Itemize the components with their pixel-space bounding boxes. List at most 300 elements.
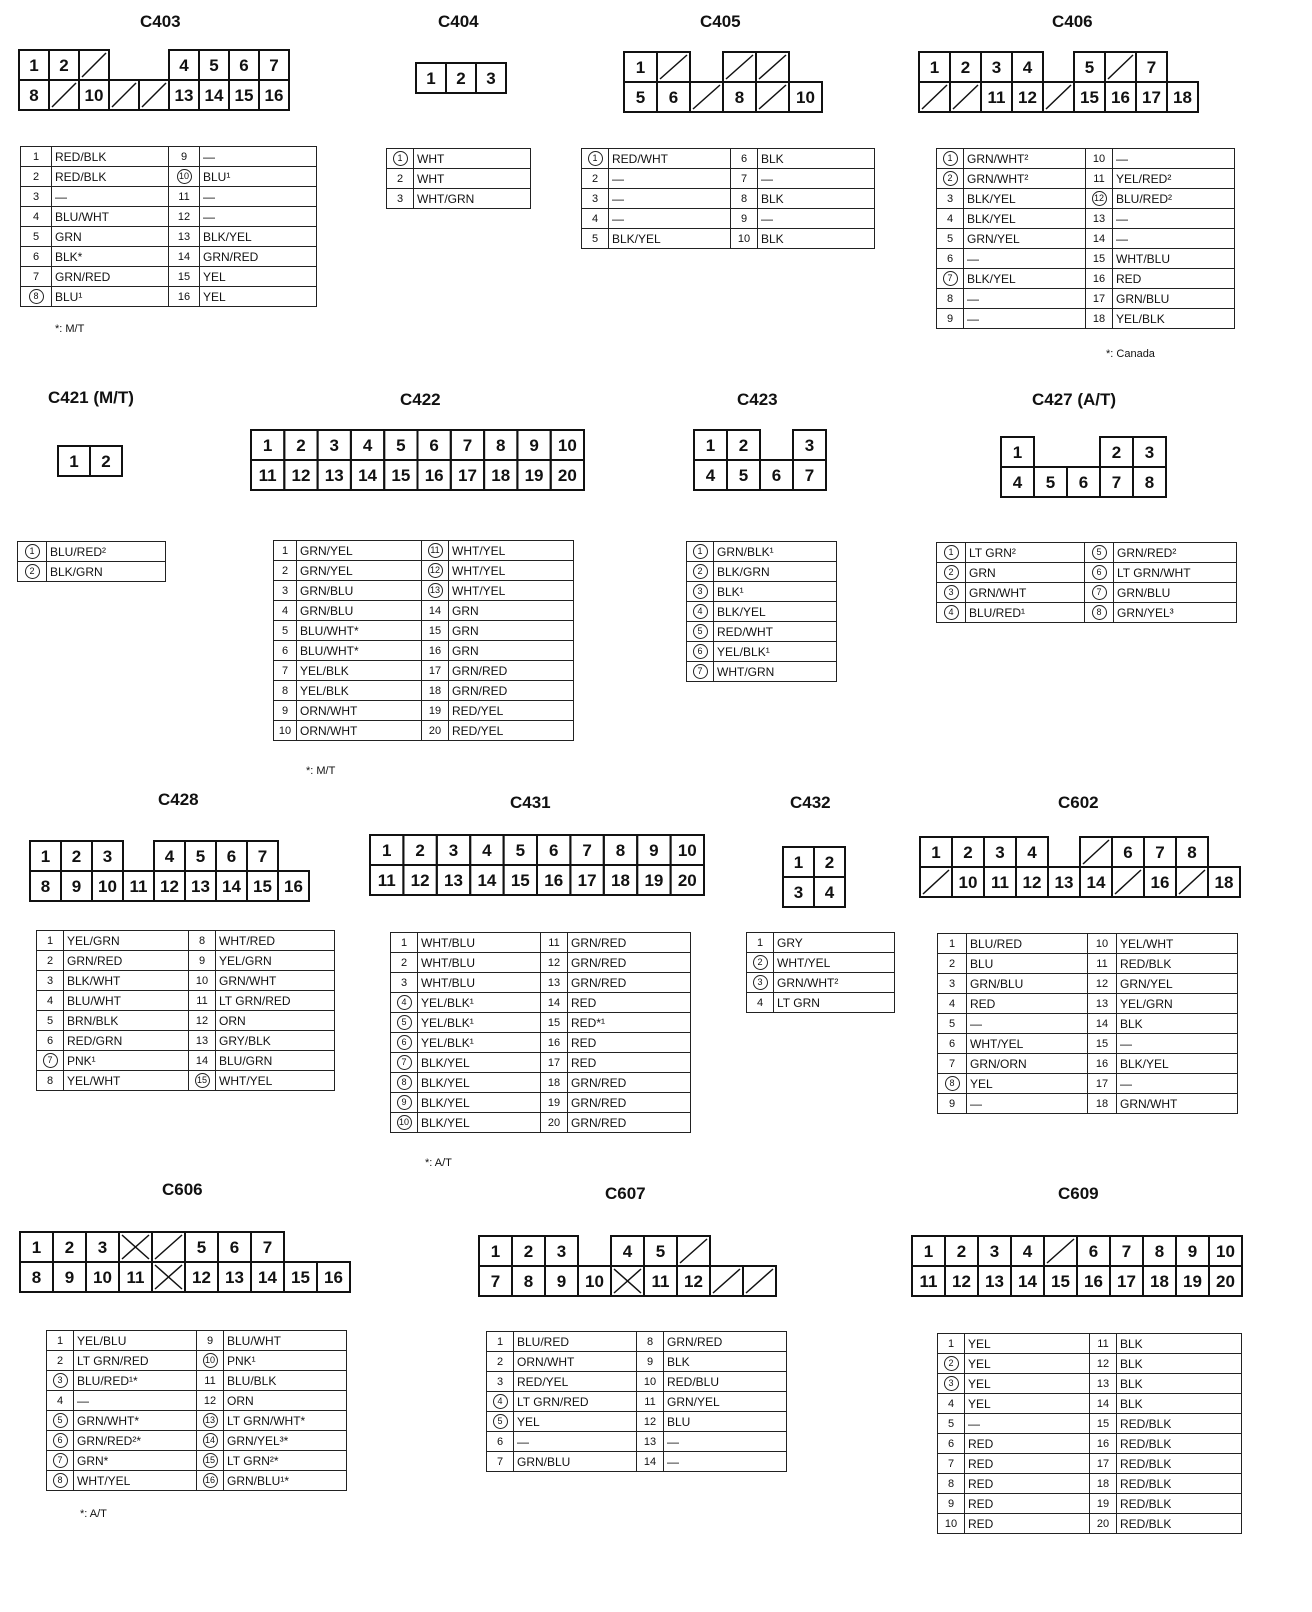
pin-number bbox=[937, 269, 964, 289]
pin-number-label: 1 bbox=[56, 1334, 64, 1347]
pin-number-label: 5 bbox=[493, 1414, 508, 1429]
pin-wire-table bbox=[20, 146, 317, 307]
pin-number bbox=[21, 247, 52, 267]
pin-number bbox=[189, 931, 216, 951]
pin-number-label: 16 bbox=[428, 644, 442, 657]
pin-number bbox=[937, 169, 964, 189]
pin-number bbox=[37, 1011, 64, 1031]
connector-face-diagram bbox=[414, 61, 508, 95]
empty-cavity-mark bbox=[142, 83, 166, 107]
pin-number-label: 6 bbox=[948, 1037, 956, 1050]
table-row bbox=[938, 1474, 1242, 1494]
pin-number-label: 1 bbox=[400, 936, 408, 949]
wire-color: BLK/YEL bbox=[609, 229, 731, 249]
pin-number-label: 13 bbox=[428, 583, 443, 598]
wire-color: ORN bbox=[224, 1391, 347, 1411]
pin-number-label: 5 bbox=[281, 624, 289, 637]
pin-number-label: 5 bbox=[53, 1413, 68, 1428]
pin-number-label: 8 bbox=[397, 1075, 412, 1090]
pin-number-label: 7 bbox=[397, 1055, 412, 1070]
connector-face-diagram bbox=[368, 833, 706, 897]
pin-number-label: 7 bbox=[1092, 585, 1107, 600]
pin-number-label: 11 bbox=[1096, 957, 1108, 970]
pin-number bbox=[1088, 1074, 1117, 1094]
pin-number-label: 6 bbox=[496, 1435, 504, 1448]
connector-face-svg bbox=[18, 1230, 352, 1294]
pin-number-label: 18 bbox=[547, 1076, 561, 1089]
table-row bbox=[487, 1352, 787, 1372]
table-row bbox=[391, 933, 691, 953]
pin-number-label: 2 bbox=[56, 1354, 64, 1367]
cavity-number: 8 bbox=[29, 86, 39, 105]
connector-title: C606 bbox=[162, 1180, 203, 1199]
pin-number bbox=[1086, 229, 1113, 249]
wire-color: RED bbox=[568, 993, 691, 1013]
table-row bbox=[21, 267, 317, 287]
table-row bbox=[37, 1051, 335, 1071]
pin-wire-table bbox=[936, 148, 1235, 329]
pin-number-label: 6 bbox=[281, 644, 289, 657]
footnote: *: M/T bbox=[55, 323, 85, 335]
pin-number bbox=[731, 229, 758, 249]
cavity-number: 12 bbox=[160, 877, 179, 896]
cavity-number: 2 bbox=[59, 56, 69, 75]
wire-color: RED bbox=[967, 994, 1088, 1014]
cavity-number: 8 bbox=[615, 841, 626, 860]
wire-color: GRN/RED²* bbox=[74, 1431, 197, 1451]
cavity-number: 11 bbox=[377, 871, 396, 890]
wire-color: — bbox=[1113, 149, 1235, 169]
wire-color: GRN/WHT² bbox=[964, 169, 1086, 189]
pin-number bbox=[747, 993, 774, 1013]
pin-number bbox=[938, 1494, 965, 1514]
table-row bbox=[47, 1471, 347, 1491]
wire-color: WHT/BLU bbox=[1113, 249, 1235, 269]
pin-number bbox=[37, 991, 64, 1011]
pin-number-label: 17 bbox=[1096, 1457, 1110, 1470]
pin-number-label: 7 bbox=[281, 664, 289, 677]
cavity-number: 10 bbox=[98, 877, 117, 896]
pin-number-label: 12 bbox=[177, 210, 191, 223]
pin-number bbox=[47, 1331, 74, 1351]
cavity-number: 3 bbox=[793, 883, 804, 902]
pin-number-label: 1 bbox=[756, 936, 764, 949]
connector-title: C403 bbox=[140, 12, 181, 31]
pin-number bbox=[487, 1332, 514, 1352]
wire-color: BLU/RED² bbox=[47, 542, 166, 562]
pin-number bbox=[1088, 974, 1117, 994]
pin-number bbox=[422, 621, 449, 641]
table-row bbox=[487, 1332, 787, 1352]
wire-color: YEL/BLK¹ bbox=[418, 993, 541, 1013]
connector-face-svg bbox=[781, 845, 847, 909]
table-row bbox=[747, 973, 895, 993]
wire-color: GRN/BLU bbox=[1113, 289, 1235, 309]
wire-color: BLU/WHT bbox=[64, 991, 189, 1011]
pin-number bbox=[21, 187, 52, 207]
wire-color: BLK/YEL bbox=[418, 1113, 541, 1133]
cavity-number: 1 bbox=[262, 436, 273, 455]
table-row bbox=[687, 602, 837, 622]
pin-number bbox=[197, 1431, 224, 1451]
cavity-number: 1 bbox=[426, 69, 436, 88]
table-row bbox=[21, 247, 317, 267]
pin-number-label: 10 bbox=[203, 1353, 218, 1368]
pin-number-label: 16 bbox=[177, 290, 191, 303]
pin-wire-table bbox=[581, 148, 875, 249]
pin-number bbox=[687, 602, 714, 622]
cavity-number: 16 bbox=[324, 1268, 343, 1287]
cavity-number: 11 bbox=[919, 1272, 938, 1291]
pin-number bbox=[541, 933, 568, 953]
table-row bbox=[47, 1431, 347, 1451]
pin-number bbox=[1090, 1354, 1117, 1374]
table-row bbox=[21, 287, 317, 307]
pin-number bbox=[1086, 189, 1113, 209]
cavity-number: 3 bbox=[556, 1242, 567, 1261]
pin-number-label: 13 bbox=[643, 1435, 657, 1448]
cavity-number: 7 bbox=[257, 847, 268, 866]
wire-color: BLU/GRN bbox=[216, 1051, 335, 1071]
table-row bbox=[937, 189, 1235, 209]
connector-face-diagram bbox=[28, 839, 311, 903]
pin-number-label: 12 bbox=[195, 1014, 209, 1027]
pin-number-label: 5 bbox=[32, 230, 40, 243]
table-row bbox=[47, 1411, 347, 1431]
pin-number bbox=[1086, 209, 1113, 229]
pin-number-label: 1 bbox=[588, 151, 603, 166]
table-row bbox=[937, 229, 1235, 249]
wire-color: GRN/RED bbox=[568, 933, 691, 953]
pin-number-label: 3 bbox=[753, 975, 768, 990]
pin-number-label: 4 bbox=[756, 996, 764, 1009]
pin-number-label: 2 bbox=[281, 564, 289, 577]
cavity-number: 13 bbox=[174, 86, 194, 105]
pin-number-label: 8 bbox=[947, 1477, 955, 1490]
pin-number-label: 3 bbox=[46, 974, 54, 987]
pin-number-label: 8 bbox=[945, 1076, 960, 1091]
table-row bbox=[274, 561, 574, 581]
wire-color: RED*¹ bbox=[568, 1013, 691, 1033]
wire-color: RED/BLK bbox=[1117, 1454, 1242, 1474]
wire-color: GRN/RED bbox=[200, 247, 317, 267]
pin-number bbox=[169, 207, 200, 227]
pin-number bbox=[387, 149, 414, 169]
pin-number-label: 15 bbox=[428, 624, 442, 637]
pin-number bbox=[938, 1074, 967, 1094]
pin-number-label: 5 bbox=[693, 624, 708, 639]
connector-title: C405 bbox=[700, 12, 741, 31]
empty-cavity-mark bbox=[1047, 1239, 1074, 1263]
pin-number bbox=[582, 229, 609, 249]
pin-number-label: 4 bbox=[46, 994, 54, 1007]
cavity-number: 14 bbox=[258, 1268, 277, 1287]
pin-number bbox=[169, 267, 200, 287]
cavity-number: 12 bbox=[1022, 873, 1042, 892]
wire-color: GRN/YEL bbox=[297, 541, 422, 561]
pin-number bbox=[938, 1454, 965, 1474]
cavity-number: 6 bbox=[1088, 1242, 1099, 1261]
pin-number bbox=[541, 1033, 568, 1053]
pin-number-label: 16 bbox=[1092, 272, 1106, 285]
pin-number-label: 9 bbox=[198, 954, 206, 967]
wire-color: RED bbox=[568, 1053, 691, 1073]
cavity-number: 16 bbox=[264, 86, 284, 105]
cavity-number: 11 bbox=[129, 877, 148, 896]
empty-cavity-mark bbox=[155, 1235, 182, 1259]
connector-face-svg bbox=[249, 428, 586, 492]
pin-number-label: 1 bbox=[46, 934, 54, 947]
pin-number bbox=[21, 147, 52, 167]
pin-number-label: 13 bbox=[1092, 212, 1106, 225]
wire-color: YEL bbox=[200, 267, 317, 287]
table-row bbox=[37, 951, 335, 971]
wire-color: BLU¹ bbox=[200, 167, 317, 187]
pin-number-label: 1 bbox=[944, 545, 959, 560]
cavity-number: 19 bbox=[524, 466, 544, 485]
wire-color: GRN/YEL³* bbox=[224, 1431, 347, 1451]
empty-cavity-mark bbox=[660, 55, 687, 79]
pin-number-label: 14 bbox=[1095, 1017, 1109, 1030]
pin-wire-table bbox=[390, 932, 691, 1133]
pin-number-label: 12 bbox=[1096, 1357, 1110, 1370]
cavity-number: 8 bbox=[523, 1272, 534, 1291]
table-row bbox=[938, 1394, 1242, 1414]
table-row bbox=[938, 1434, 1242, 1454]
wire-color: BLK/YEL bbox=[418, 1093, 541, 1113]
wire-color: RED/BLK bbox=[1117, 1494, 1242, 1514]
wire-color: WHT/RED bbox=[216, 931, 335, 951]
cavity-number: 8 bbox=[496, 436, 506, 455]
cavity-number: 3 bbox=[804, 436, 815, 455]
pin-number bbox=[637, 1432, 664, 1452]
cavity-number: 16 bbox=[1150, 873, 1170, 892]
cavity-number: 2 bbox=[415, 841, 425, 860]
pin-number-label: 11 bbox=[548, 936, 560, 949]
wire-color: — bbox=[1117, 1074, 1238, 1094]
wire-color: GRN/YEL bbox=[1117, 974, 1238, 994]
wire-color: BLU/RED² bbox=[1113, 189, 1235, 209]
table-row bbox=[938, 1074, 1238, 1094]
wire-color: GRN/YEL bbox=[964, 229, 1086, 249]
pin-number bbox=[938, 1374, 965, 1394]
cavity-number: 14 bbox=[204, 86, 224, 105]
wire-color: — bbox=[609, 209, 731, 229]
pin-number bbox=[938, 934, 967, 954]
wire-color: — bbox=[609, 189, 731, 209]
pin-number bbox=[938, 994, 967, 1014]
cavity-number: 5 bbox=[635, 88, 646, 107]
table-row bbox=[21, 227, 317, 247]
pin-number bbox=[197, 1471, 224, 1491]
cavity-number: 4 bbox=[362, 436, 373, 455]
pin-number-label: 3 bbox=[496, 1375, 504, 1388]
wire-color: GRN/BLU¹* bbox=[224, 1471, 347, 1491]
table-row bbox=[747, 993, 895, 1013]
wire-color: GRN/RED bbox=[64, 951, 189, 971]
cavity-number: 10 bbox=[796, 88, 815, 107]
cavity-number: 3 bbox=[486, 69, 496, 88]
pin-wire-table bbox=[746, 932, 895, 1013]
pin-number bbox=[541, 993, 568, 1013]
cavity-number: 2 bbox=[956, 1242, 967, 1261]
pin-wire-table bbox=[686, 541, 837, 682]
pin-number-label: 3 bbox=[53, 1373, 68, 1388]
wire-color: RED bbox=[965, 1454, 1090, 1474]
pin-number-label: 15 bbox=[203, 1453, 218, 1468]
cavity-number: 13 bbox=[1054, 873, 1074, 892]
pin-number-label: 2 bbox=[46, 954, 54, 967]
wire-color: GRN/BLU bbox=[1114, 583, 1237, 603]
cavity-number: 1 bbox=[490, 1242, 501, 1261]
cavity-number: 13 bbox=[324, 466, 344, 485]
wire-color: PNK¹ bbox=[224, 1351, 347, 1371]
wire-color: BLK/YEL bbox=[418, 1053, 541, 1073]
pin-number bbox=[391, 1053, 418, 1073]
cavity-number: 1 bbox=[705, 436, 716, 455]
cavity-number: 5 bbox=[196, 1238, 207, 1257]
cavity-number: 15 bbox=[391, 466, 411, 485]
table-row bbox=[37, 1071, 335, 1091]
pin-number bbox=[391, 1033, 418, 1053]
wire-color: YEL/WHT bbox=[1117, 934, 1238, 954]
pin-number-label: 4 bbox=[32, 210, 40, 223]
pin-number-label: 11 bbox=[196, 994, 208, 1007]
cavity-number: 17 bbox=[577, 871, 597, 890]
pin-number bbox=[391, 953, 418, 973]
wire-color: RED/GRN bbox=[64, 1031, 189, 1051]
table-row bbox=[937, 209, 1235, 229]
wire-color: GRN/RED bbox=[664, 1332, 787, 1352]
cavity-number: 7 bbox=[804, 466, 815, 485]
pin-number bbox=[37, 1051, 64, 1071]
pin-number bbox=[37, 1031, 64, 1051]
wire-color: YEL bbox=[965, 1374, 1090, 1394]
empty-cavity-mark bbox=[759, 55, 786, 79]
table-row bbox=[938, 1374, 1242, 1394]
table-row bbox=[274, 701, 574, 721]
pin-number bbox=[391, 993, 418, 1013]
pin-number bbox=[731, 149, 758, 169]
wire-color: YEL/WHT bbox=[64, 1071, 189, 1091]
table-row bbox=[37, 931, 335, 951]
wire-color: GRN/RED bbox=[52, 267, 169, 287]
pin-number-label: 14 bbox=[1092, 232, 1106, 245]
pin-number-label: 9 bbox=[180, 150, 188, 163]
wire-color: — bbox=[200, 187, 317, 207]
footnote: *: M/T bbox=[306, 765, 336, 777]
pin-number-label: 4 bbox=[948, 997, 956, 1010]
pin-number bbox=[637, 1392, 664, 1412]
cavity-number: 10 bbox=[1216, 1242, 1235, 1261]
cavity-number: 1 bbox=[793, 853, 804, 872]
cavity-number: 2 bbox=[71, 847, 82, 866]
cavity-number: 2 bbox=[824, 853, 835, 872]
pin-number bbox=[937, 563, 966, 583]
cavity-number: 11 bbox=[126, 1268, 145, 1287]
table-row bbox=[938, 1414, 1242, 1434]
table-row bbox=[687, 582, 837, 602]
wire-color: ORN/WHT bbox=[514, 1352, 637, 1372]
pin-number-label: 9 bbox=[397, 1095, 412, 1110]
cavity-number: 15 bbox=[1051, 1272, 1070, 1291]
pin-number-label: 7 bbox=[496, 1455, 504, 1468]
cavity-number: 17 bbox=[1142, 88, 1161, 107]
cavity-number: 6 bbox=[1078, 473, 1089, 492]
cavity-number: 3 bbox=[995, 843, 1005, 862]
empty-cavity-mark bbox=[112, 83, 136, 107]
cavity-number: 15 bbox=[510, 871, 530, 890]
empty-cavity-mark bbox=[1046, 85, 1071, 109]
cavity-number: 16 bbox=[1111, 88, 1130, 107]
pin-number-label: 2 bbox=[396, 172, 404, 185]
pin-number bbox=[938, 1474, 965, 1494]
cavity-number: 10 bbox=[958, 873, 978, 892]
cavity-number: 6 bbox=[1123, 843, 1133, 862]
wire-color: GRN/RED bbox=[568, 973, 691, 993]
pin-number-label: 10 bbox=[1095, 937, 1109, 950]
pin-number bbox=[1086, 269, 1113, 289]
cavity-number: 14 bbox=[358, 466, 378, 485]
pin-number-label: 4 bbox=[947, 1397, 955, 1410]
cavity-number: 1 bbox=[40, 847, 51, 866]
pin-number bbox=[274, 581, 297, 601]
pin-number-label: 10 bbox=[1092, 152, 1106, 165]
cavity-number: 10 bbox=[585, 1272, 604, 1291]
connector-face-svg bbox=[56, 444, 124, 478]
table-row bbox=[274, 641, 574, 661]
pin-number bbox=[1090, 1494, 1117, 1514]
cavity-number: 4 bbox=[1022, 58, 1033, 77]
cavity-number: 18 bbox=[491, 466, 511, 485]
table-row bbox=[37, 1011, 335, 1031]
pin-number bbox=[169, 247, 200, 267]
table-row bbox=[21, 187, 317, 207]
pin-number-label: 2 bbox=[32, 170, 40, 183]
wire-color: LT GRN/WHT* bbox=[224, 1411, 347, 1431]
cavity-number: 16 bbox=[544, 871, 564, 890]
pin-number-label: 2 bbox=[693, 564, 708, 579]
cavity-number: 14 bbox=[1086, 873, 1106, 892]
pin-number bbox=[1090, 1474, 1117, 1494]
connector-title: C431 bbox=[510, 793, 551, 812]
cavity-number: 6 bbox=[548, 841, 559, 860]
wire-color: YEL/BLK bbox=[297, 681, 422, 701]
pin-number bbox=[937, 189, 964, 209]
wire-color: WHT/YEL bbox=[449, 581, 574, 601]
pin-number-label: 15 bbox=[1096, 1417, 1110, 1430]
pin-number bbox=[189, 971, 216, 991]
pin-number bbox=[937, 309, 964, 329]
pin-number bbox=[169, 227, 200, 247]
table-row bbox=[582, 209, 875, 229]
cavity-number: 3 bbox=[989, 1242, 1000, 1261]
connector-face-diagram bbox=[56, 444, 124, 478]
pin-number bbox=[422, 721, 449, 741]
pin-number-label: 11 bbox=[204, 1374, 216, 1387]
pin-number-label: 20 bbox=[1096, 1517, 1110, 1530]
empty-cavity-mark bbox=[1083, 840, 1109, 864]
pin-number-label: 9 bbox=[946, 312, 954, 325]
pin-number bbox=[47, 1391, 74, 1411]
pin-number-label: 6 bbox=[46, 1034, 54, 1047]
wire-color: YEL bbox=[967, 1074, 1088, 1094]
pin-number bbox=[938, 1094, 967, 1114]
pin-number-label: 12 bbox=[643, 1415, 657, 1428]
wire-color: GRN/ORN bbox=[967, 1054, 1088, 1074]
pin-number-label: 5 bbox=[1092, 545, 1107, 560]
pin-number bbox=[487, 1452, 514, 1472]
